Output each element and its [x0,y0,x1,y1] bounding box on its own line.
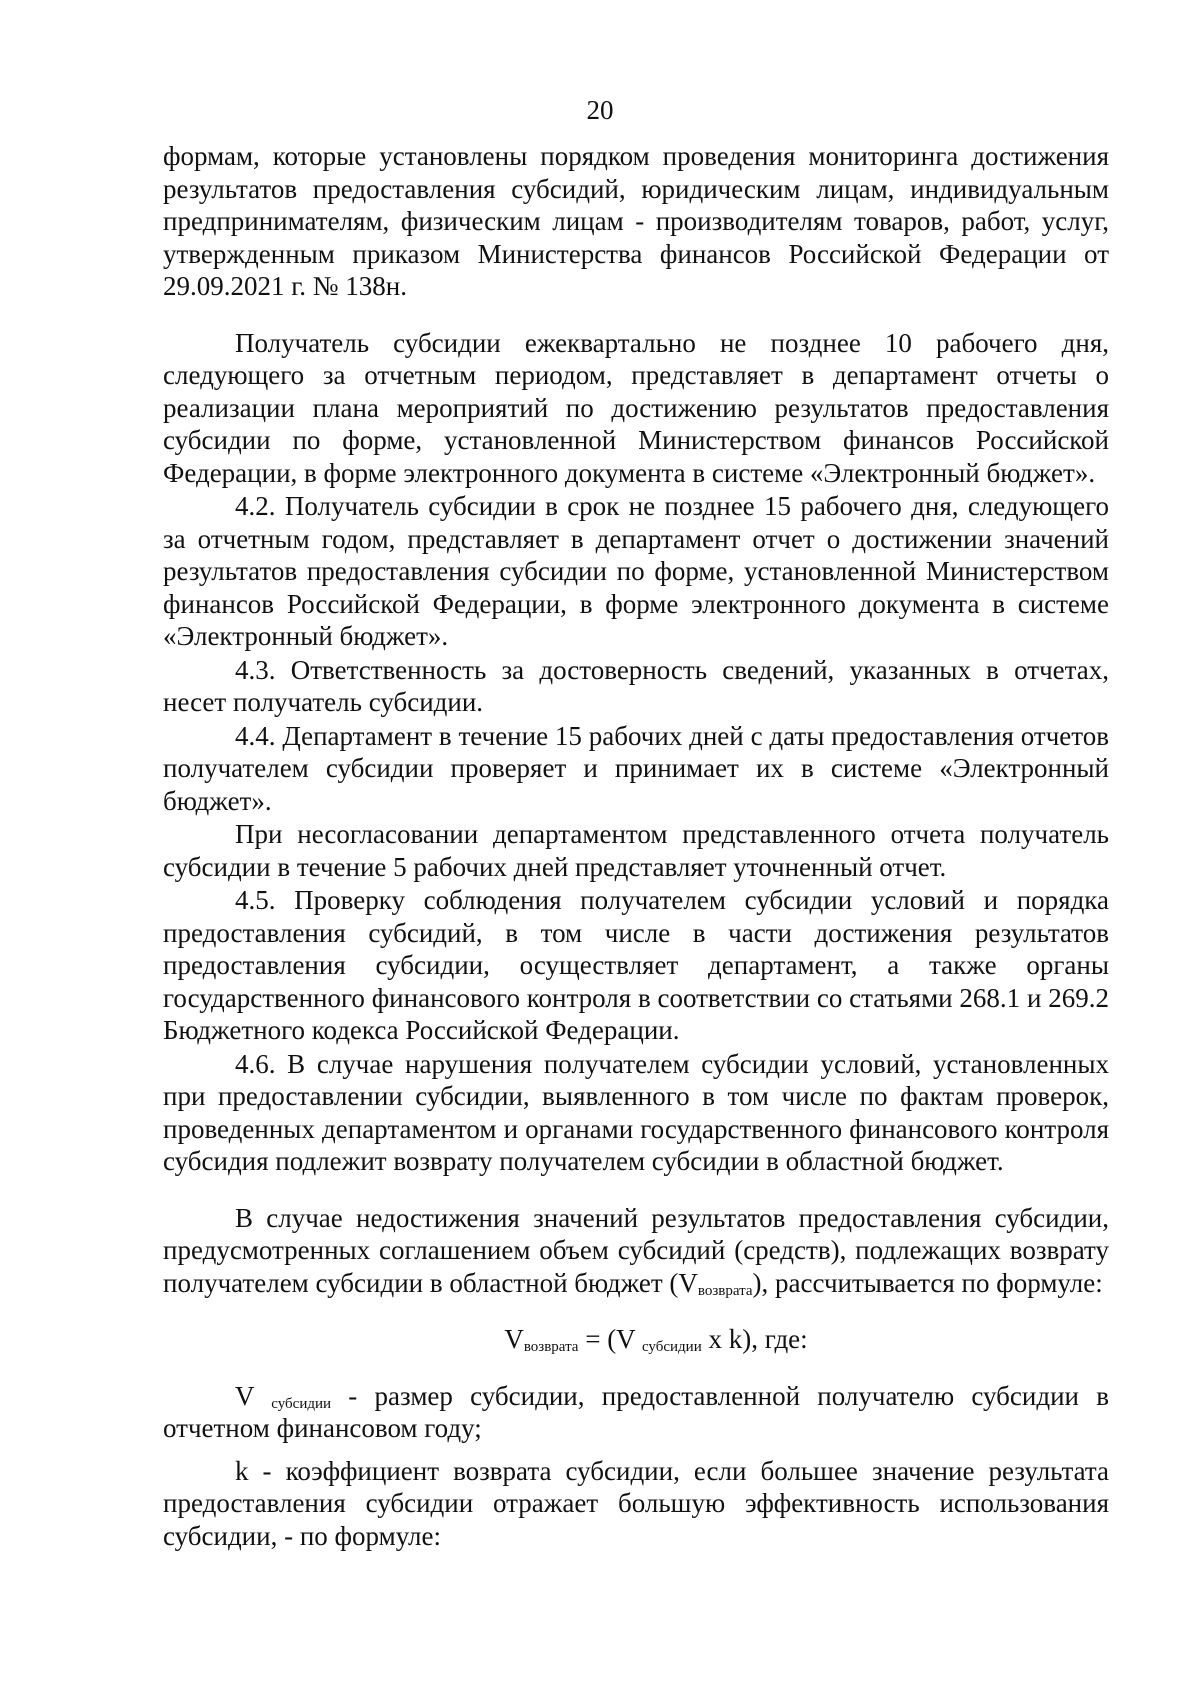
formula-lhs-var: V [504,1324,524,1354]
paragraph-4-4: 4.4. Департамент в течение 15 рабочих дней с даты предоставления отчетов получателем субсидии проверяет и принимает их в системе «Электронный бюджет». [163,720,1109,816]
paragraph-disagreement: При несогласовании департаментом представленного отчета получатель субсидии в течение 5 рабочих дней представляет уточненный отчет. [163,819,1109,882]
paragraph-4-2: 4.2. Получатель субсидии в срок не позднее 15 рабочего дня, следующего за отчетным годом, представляет в департамент отчет о достижении значений результатов предоставления субсидии по форме, установленной Министерством финансов Российской Федерации, в форме электронного документа в системе «Электронный бюджет». [163,491,1109,651]
paragraph-4-5: 4.5. Проверку соблюдения получателем субсидии условий и порядка предоставления субсидий, в том числе в части достижения результатов предоставления субсидии, осуществляет департамент, а также органы государственного финансового контроля в соответствии со статьями 268.1 и 269.2 Бюджетного кодекса Российской Федерации. [163,885,1109,1045]
return-calc-text-start: В случае недостижения значений результатов предоставления субсидии, предусмотренных соглашением объем субсидий (средств), подлежащих возврату получателем субсидии в областной бюджет (V [163,1202,1109,1298]
paragraph-k-definition: k - коэффициент возврата субсидии, если большее значение результата предоставления субсидии отражает большую эффективность использования субсидии, - по формуле: [163,1455,1109,1551]
return-calc-text-end: ), рассчитывается по формуле: [752,1267,1103,1298]
v-subsidy-text: - размер субсидии, предоставленной получателю субсидии в отчетном финансовом году; [163,1380,1110,1443]
page-number: 20 [586,95,614,125]
formula-rhs-subscript: субсидии [641,1339,702,1355]
paragraph-return-calculation [163,1202,1109,1300]
formula-tail: x k), где: [701,1324,808,1354]
return-formula [163,1323,1109,1356]
formula-lhs-subscript: возврата [523,1339,579,1355]
paragraph-4-6: 4.6. В случае нарушения получателем субсидии условий, установленных при предоставлении субсидии, выявленного в том числе по фактам проверок, проведенных департаментом и органами государственного финансового контроля субсидия подлежит возврату получателем субсидии в областной бюджет. [163,1048,1109,1176]
paragraph-v-subsidy-definition [163,1380,1109,1445]
formula-equals: = (V [578,1324,642,1354]
paragraph-continuation: формам, которые установлены порядком проведения мониторинга достижения результатов предоставления субсидий, юридическим лицам, индивидуальным предпринимателям, физическим лицам - производителям товаров, работ, услуг, утвержденным приказом Министерства финансов Российской Федерации от 29.09.2021 г. № 138н. [163,141,1109,301]
v-subsidy-var: V [235,1380,272,1411]
paragraph-quarterly-report: Получатель субсидии ежеквартально не позднее 10 рабочего дня, следующего за отчетным периодом, представляет в департамент отчеты о реализации плана мероприятий по достижению результатов предоставления субсидии по форме, установленной Министерством финансов Российской Федерации, в форме электронного документа в системе «Электронный бюджет». [163,327,1109,488]
document-body [163,140,1109,1552]
paragraph-4-3: 4.3. Ответственность за достоверность сведений, указанных в отчетах, несет получатель субсидии. [163,654,1109,717]
return-calc-subscript: возврата [697,1282,753,1299]
v-subsidy-subscript: субсидии [271,1395,332,1412]
